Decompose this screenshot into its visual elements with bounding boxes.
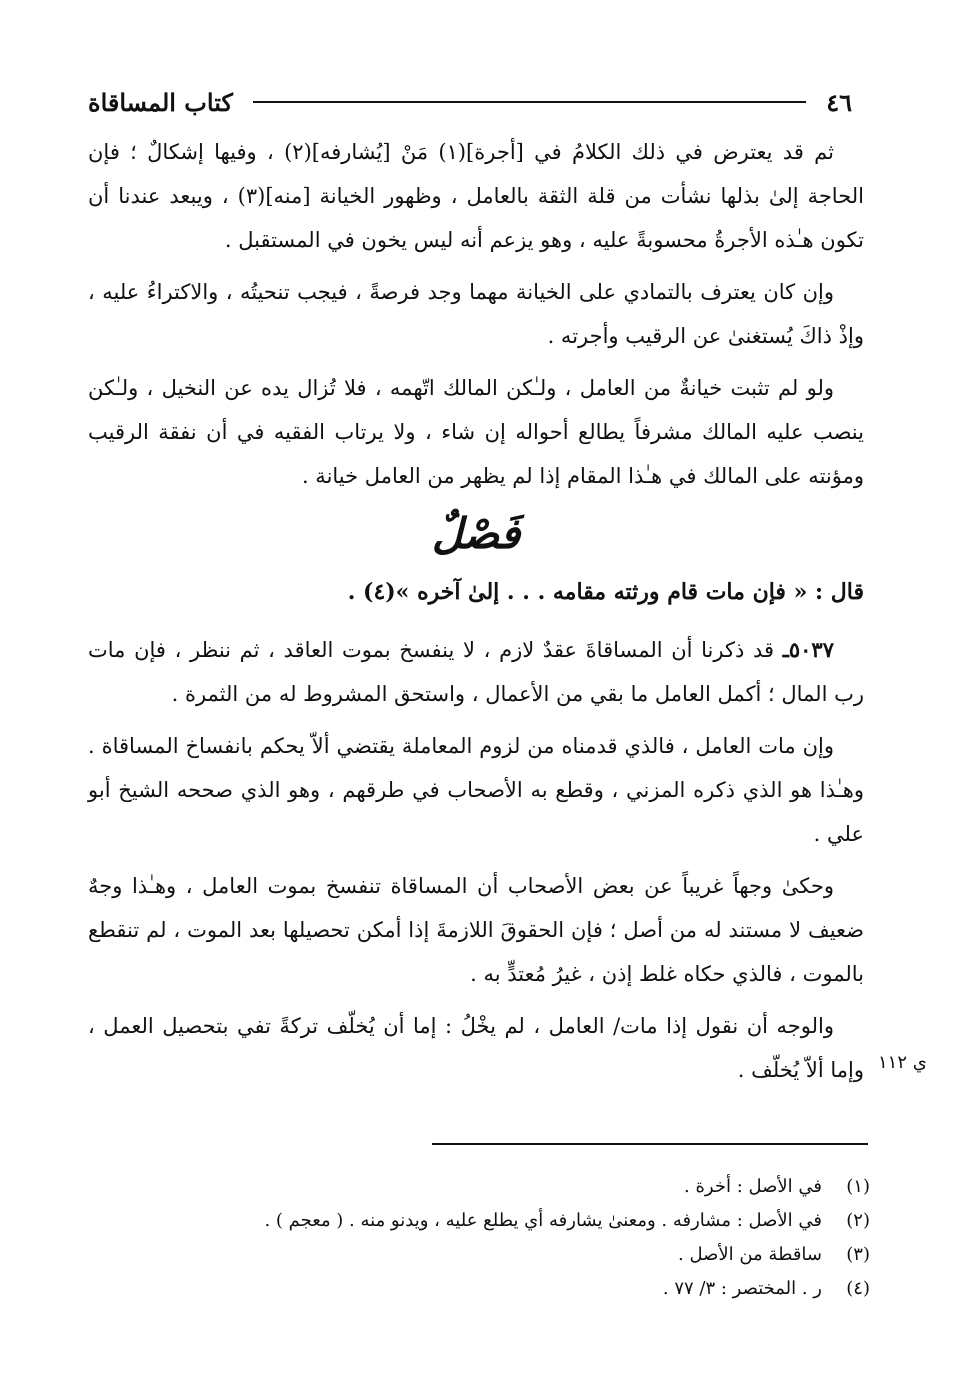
main-text: [88, 130, 864, 1100]
fasl-heading: فَصْلٌ: [431, 509, 521, 558]
paragraph-text: قد ذكرنا أن المساقاةَ عقدٌ لازم ، لا ينفسخ بموت العاقد ، ثم ننظر ، فإن مات رب المال ؛ أكمل العامل ما بقي من الأعمال ، واستحق المشروط له من الثمرة .: [88, 638, 864, 706]
footnote-text: ساقطة من الأصل .: [678, 1244, 822, 1265]
footnote: [180, 1272, 870, 1306]
paragraph: [88, 628, 864, 716]
paragraph: وإن كان يعترف بالتمادي على الخيانة مهما وجد فرصةً ، فيجب تنحيتُه ، والاكتراءُ عليه ، وإذْ ذاكَ يُستغنىٰ عن الرقيب وأجرته .: [88, 280, 864, 348]
footnote-number: (٤): [846, 1278, 870, 1299]
paragraph: والوجه أن نقول إذا مات/ العامل ، لم يخْلُ : إما أن يُخلّف تركةً تفي بتحصيل العمل ، وإما ألاّ يُخلّف .: [88, 1014, 864, 1082]
paragraph: وحكىٰ وجهاً غريباً عن بعض الأصحاب أن المساقاة تنفسخ بموت العامل ، وهـٰذا وجهٌ ضعيف لا مستند له من أصل ؛ فإن الحقوقَ اللازمةَ إذا أمكن تحصيلها بعد الموت ، لم تنقطع بالموت ، فالذي حكاه غلط إذن ، غيرُ مُعتدٍّ به .: [88, 874, 864, 986]
footnote-number: (١): [846, 1176, 870, 1197]
section-number: ٥٠٣٧ـ: [782, 637, 834, 662]
footnote-text: في الأصل : مشارفه . ومعنىٰ يشارفه أي يطلع عليه ، ويدنو منه . ( معجم ) .: [264, 1210, 822, 1231]
qal-line: قال : « فإن مات قام ورثته مقامه . . . إلىٰ آخره »(٤) .: [347, 579, 864, 605]
page-header: [88, 82, 852, 122]
footnote: [180, 1238, 870, 1272]
footnote-text: في الأصل : أخرة .: [684, 1176, 822, 1197]
footnote-number: (٢): [846, 1210, 870, 1231]
paragraph: ولو لم تثبت خيانةٌ من العامل ، ولـٰكن المالك اتّهمه ، فلا تُزال يده عن النخيل ، ولـٰكن ينصب عليه المالك مشرفاً يطالع أحواله إن شاء ، ولا يرتاب الفقيه في أن نفقة الرقيب ومؤنته على المالك في هـٰذا المقام إذا لم يظهر من العامل خيانة .: [88, 376, 864, 488]
header-rule: [253, 101, 806, 103]
margin-note: ي ١١٢: [878, 1052, 927, 1073]
footnote-rule: [432, 1143, 868, 1145]
page-number: ٤٦: [826, 87, 852, 117]
footnote: [180, 1204, 870, 1238]
footnotes: [180, 1170, 870, 1306]
book-title: كتاب المساقاة: [88, 87, 233, 117]
footnote: [180, 1170, 870, 1204]
paragraph: وإن مات العامل ، فالذي قدمناه من لزوم المعاملة يقتضي ألاّ يحكم بانفساخ المساقاة . وهـٰذا هو الذي ذكره المزني ، وقطع به الأصحاب في طرقهم ، وهو الذي صححه الشيخ أبو علي .: [88, 734, 864, 846]
footnote-number: (٣): [846, 1244, 870, 1265]
paragraph: ثم قد يعترض في ذلك الكلامُ في [أجرة](١) مَنْ [يُشارفه](٢) ، وفيها إشكالٌ ؛ فإن الحاجة إلىٰ بذلها نشأت من قلة الثقة بالعامل ، وظهور الخيانة [منه](٣) ، ويبعد عندنا أن تكون هـٰذه الأجرةُ محسوبةً عليه ، وهو يزعم أنه ليس يخون في المستقبل .: [88, 140, 864, 252]
footnote-text: ر . المختصر : ٣/ ٧٧ .: [662, 1278, 822, 1299]
